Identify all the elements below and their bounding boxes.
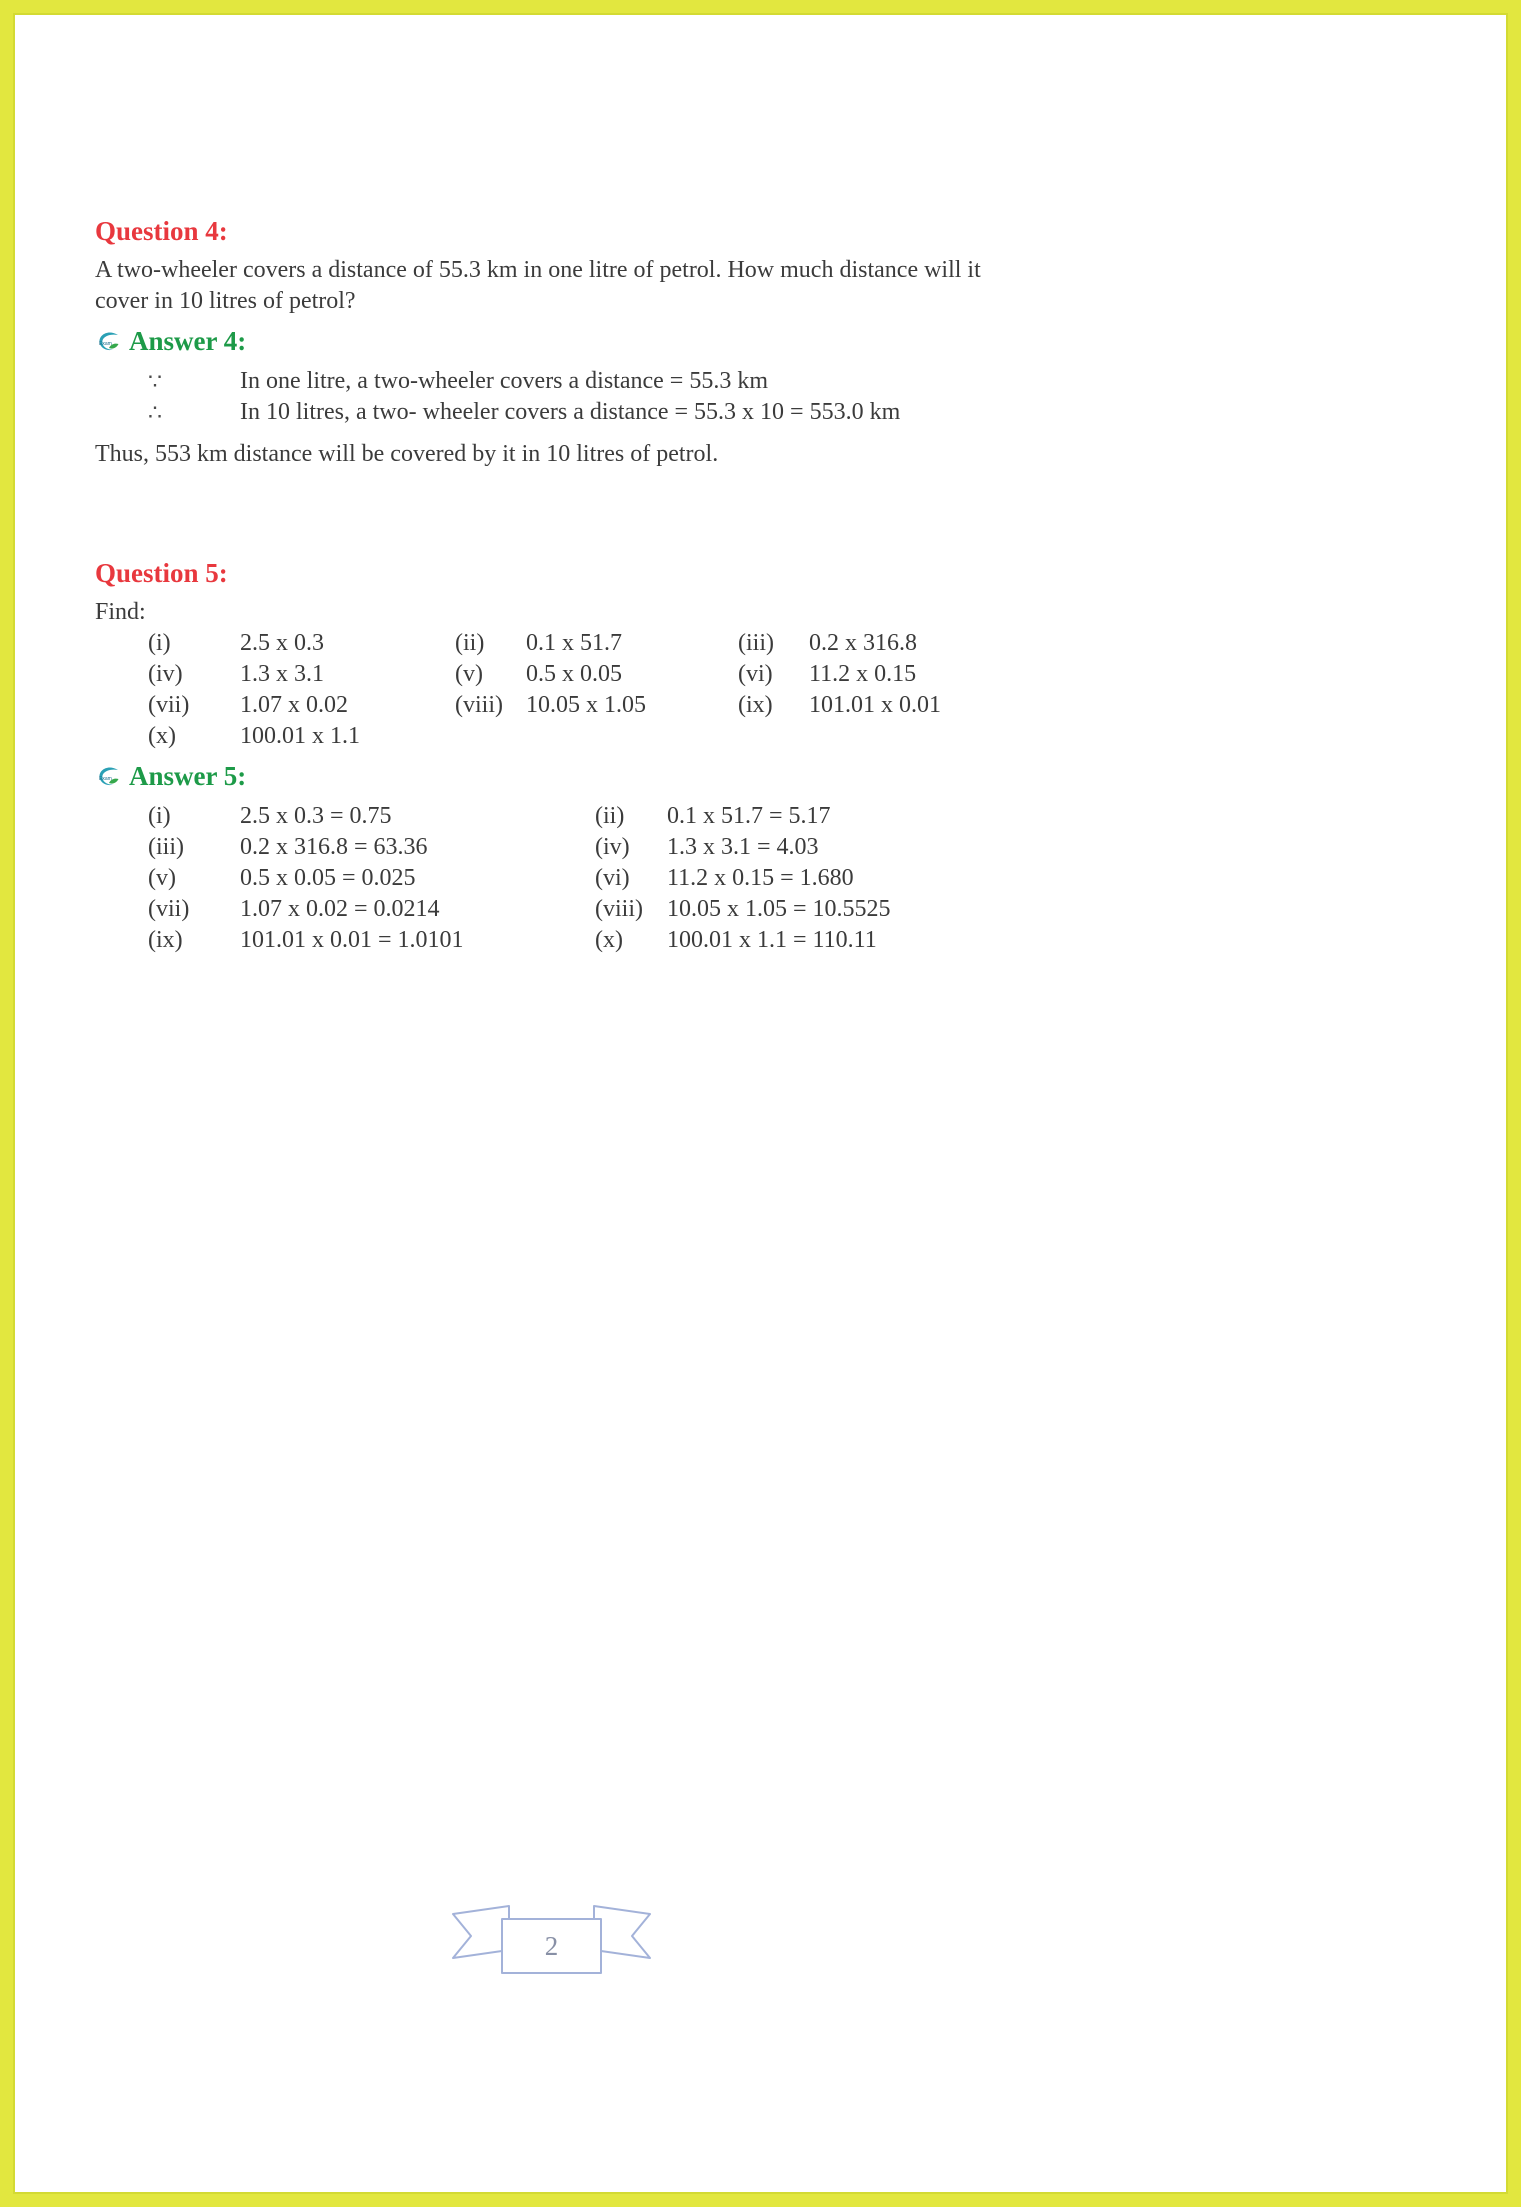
question-5-find-label: Find: (95, 599, 146, 625)
evidyarthi-logo-icon (95, 763, 122, 790)
list-item-label: (vii) (148, 692, 190, 718)
section-spacer (95, 470, 1023, 558)
question-4-heading: Question 4: (95, 216, 228, 246)
answer-item-label: (iv) (595, 834, 630, 860)
list-item-label: (v) (455, 661, 483, 687)
list-item-label: (iii) (738, 630, 774, 656)
list-item-label: (ix) (738, 692, 773, 718)
answer-4-step-therefore (95, 397, 1023, 428)
answer-item-expression: 11.2 x 0.15 = 1.680 (667, 865, 854, 891)
list-item-label: (iv) (148, 661, 183, 687)
list-item-expression: 2.5 x 0.3 (240, 630, 324, 656)
list-item-expression: 0.1 x 51.7 (526, 630, 622, 656)
list-item-expression: 101.01 x 0.01 (809, 692, 941, 718)
answer-item-label: (vi) (595, 865, 630, 891)
answer-item-expression: 0.5 x 0.05 = 0.025 (240, 865, 416, 891)
answer-item-label: (i) (148, 803, 171, 829)
answer-4-conclusion: Thus, 553 km distance will be covered by it in 10 litres of petrol. (95, 441, 719, 467)
list-item-expression: 1.3 x 3.1 (240, 661, 324, 687)
question-5-find-list (95, 628, 1023, 752)
answer-4-step-2-text: In 10 litres, a two- wheeler covers a distance = 55.3 x 10 = 553.0 km (240, 399, 901, 425)
because-symbol: ∵ (148, 369, 162, 394)
answer-item-expression: 10.05 x 1.05 = 10.5525 (667, 896, 891, 922)
list-item-label: (i) (148, 630, 171, 656)
page-content (13, 13, 1113, 956)
question-4-text: A two-wheeler covers a distance of 55.3 km in one litre of petrol. How much distance will it cover in 10 litres of petrol? (95, 257, 981, 314)
svg-text:Exam: Exam (99, 776, 112, 782)
question-5-heading: Question 5: (95, 558, 228, 588)
page-number-ribbon (449, 1903, 654, 1975)
answer-5-list (95, 801, 1023, 956)
list-item-expression: 10.05 x 1.05 (526, 692, 646, 718)
list-item-label: (vi) (738, 661, 773, 687)
list-item-expression: 1.07 x 0.02 (240, 692, 348, 718)
answer-item-expression: 1.3 x 3.1 = 4.03 (667, 834, 819, 860)
svg-text:Exam: Exam (99, 341, 112, 347)
list-item-label: (x) (148, 723, 176, 749)
list-item-expression: 11.2 x 0.15 (809, 661, 917, 687)
answer-item-expression: 100.01 x 1.1 = 110.11 (667, 927, 877, 953)
answer-5-heading (95, 761, 1023, 792)
answer-item-label: (viii) (595, 896, 643, 922)
answer-5-heading-label: Answer 5: (129, 761, 247, 791)
answer-item-label: (iii) (148, 834, 184, 860)
answer-4-step-because (95, 366, 1023, 397)
answer-item-label: (ix) (148, 927, 183, 953)
answer-4-heading (95, 326, 1023, 357)
answer-item-expression: 0.1 x 51.7 = 5.17 (667, 803, 831, 829)
answer-4-heading-label: Answer 4: (129, 326, 247, 356)
list-item-expression: 0.2 x 316.8 (809, 630, 917, 656)
answer-item-label: (ii) (595, 803, 625, 829)
list-item-expression: 100.01 x 1.1 (240, 723, 360, 749)
ribbon-left-flag (453, 1906, 509, 1958)
ribbon-right-flag (594, 1906, 650, 1958)
answer-4-step-1-text: In one litre, a two-wheeler covers a distance = 55.3 km (240, 368, 769, 394)
list-item-label: (ii) (455, 630, 485, 656)
list-item-label: (viii) (455, 692, 503, 718)
therefore-symbol: ∴ (148, 400, 162, 425)
answer-item-label: (v) (148, 865, 176, 891)
answer-item-expression: 0.2 x 316.8 = 63.36 (240, 834, 428, 860)
evidyarthi-logo-icon (95, 328, 122, 355)
answer-item-label: (vii) (148, 896, 190, 922)
answer-item-expression: 101.01 x 0.01 = 1.0101 (240, 927, 464, 953)
answer-item-expression: 1.07 x 0.02 = 0.0214 (240, 896, 440, 922)
list-item-expression: 0.5 x 0.05 (526, 661, 622, 687)
answer-item-label: (x) (595, 927, 623, 953)
page-number: 2 (544, 1930, 559, 1961)
answer-item-expression: 2.5 x 0.3 = 0.75 (240, 803, 392, 829)
